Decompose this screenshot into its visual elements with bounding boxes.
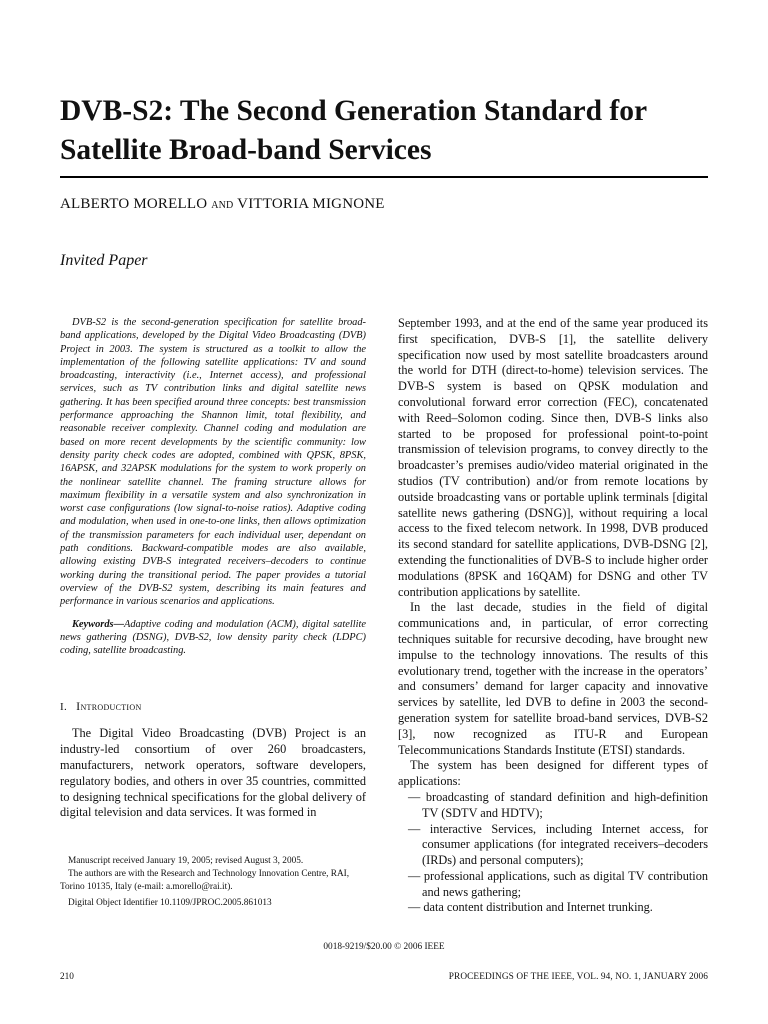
footnote-received: Manuscript received January 19, 2005; revised August 3, 2005.: [68, 856, 304, 866]
author-1: ALBERTO MORELLO: [60, 196, 208, 212]
paragraph-history: September 1993, and at the end of the same year produced its first specification, DVB-S [1], the satellite delivery specification now used by most satellite broadcasters around the world for DTH (direct-to-home) television services. The DVB-S system is based on QPSK modulation and convolutional forward error correction (FEC), concatenated with Reed–Solomon coding. Since then, DVB-S links also started to be proposed for professional point-to-point transmission of television programs, to convey directly to the broadcaster’s premises audio/video material originated in the studios (TV contribution) and/or from remote locations by outside broadcasting vans or portable uplink terminals [digital satellite news gathering (DSNG)], without requiring a local access to the fixed telecom network. In 1998, DVB produced its second standard for satellite applications, DVB-DSNG [2], extending the functionalities of DVB-S to include higher order modulations (8PSK and 16QAM) for DSNG and other TV contribution applications by satellite.: [398, 316, 708, 599]
paragraph-applications: The system has been designed for different types of applications:: [398, 758, 708, 789]
intro-paragraph: The Digital Video Broadcasting (DVB) Project is an industry-led consortium of over 260 broadcasters, manufacturers, network operators, software developers, regulatory bodies, and others in over 35 countries, committed to designing technical specifications for the global delivery of digital television and data services. It was formed in: [60, 726, 366, 820]
abstract: DVB-S2 is the second-generation specification for satellite broad-band applications, developed by the Digital Video Broadcasting (DVB) Project in 2003. The system is structured as a toolkit to allow the implementation of the following satellite applications: TV and sound broadcasting, interactivity (i.e., Internet access), and professional services, such as TV contribution links and digital satellite news gathering. It has been specified around three concepts: best transmission performance approaching the Shannon limit, total flexibility, and reasonable receiver complexity. Channel coding and modulation are based on more recent developments by the scientific community: low density parity check codes are adopted, combined with QPSK, 8PSK, 16APSK, and 32APSK modulations for the system to work properly on the nonlinear satellite channel. The framing structure allows for maximum flexibility in a versatile system and also synchronization in worst case configurations (low signal-to-noise ratios). Adaptive coding and modulation, when used in one-to-one links, then allows optimization of the transmission parameters for each individual user, dependant on path conditions. Backward-compatible modes are also available, allowing existing DVB-S integrated receivers–decoders to continue working during the transitional period. The paper provides a tutorial overview of the DVB-S2 system, describing its main features and performance in various scenarios and applications.: [60, 317, 366, 608]
list-item: — data content distribution and Internet trunking.: [408, 900, 653, 915]
list-item: — broadcasting of standard definition and high-definition TV (SDTV and HDTV);: [408, 789, 708, 820]
paragraph-second-generation: In the last decade, studies in the field of digital communications and, in particular, of error correcting techniques suitable for recursive decoding, have brought new impulse to the technology innovations. The results of this evolutionary trend, together with the increase in the operators’ and consumers’ demand for larger capacity and innovative services by satellite, led DVB to define in 2003 the second-generation system for satellite broad-band services, DVB-S2 [3], now recognized as ITU-R and European Telecommunications Standards Institute (ETSI) standards.: [398, 600, 708, 757]
footnote-doi: Digital Object Identifier 10.1109/JPROC.2005.861013: [68, 898, 272, 909]
application-list: [398, 790, 708, 916]
page-number: 210: [60, 972, 74, 982]
footnote-affiliation: The authors are with the Research and Technology Innovation Centre, RAI, Torino 10135, Italy (e-mail: a.morello@rai.it).: [60, 868, 350, 892]
keywords-text: Adaptive coding and modulation (ACM), digital satellite news gathering (DSNG), DVB-S2, low density parity check (LDPC) coding, satellite broadcasting.: [60, 618, 366, 657]
author-2: VITTORIA MIGNONE: [237, 196, 385, 212]
section-number: I.: [60, 701, 68, 714]
keywords-label: Keywords—: [72, 618, 124, 630]
keywords: [60, 618, 366, 658]
right-column: [398, 316, 708, 916]
author-conjunction: and: [211, 197, 234, 212]
section-title: Introduction: [76, 699, 142, 714]
title-divider: [60, 176, 708, 178]
left-column: [60, 316, 366, 821]
paper-type: Invited Paper: [60, 252, 148, 269]
section-heading: [60, 699, 366, 714]
footnotes: [60, 855, 370, 910]
running-head: PROCEEDINGS OF THE IEEE, VOL. 94, NO. 1, JANUARY 2006: [448, 972, 708, 982]
issn-line: 0018-9219/$20.00 © 2006 IEEE: [323, 942, 445, 952]
paper-title: DVB-S2: The Second Generation Standard for Satellite Broad-band Services: [60, 95, 647, 166]
list-item: — professional applications, such as digital TV contribution and news gathering;: [408, 868, 708, 899]
list-item: — interactive Services, including Internet access, for consumer applications (for integrated receivers–decoders (IRDs) and personal computers);: [408, 821, 708, 868]
author-line: [60, 196, 385, 213]
